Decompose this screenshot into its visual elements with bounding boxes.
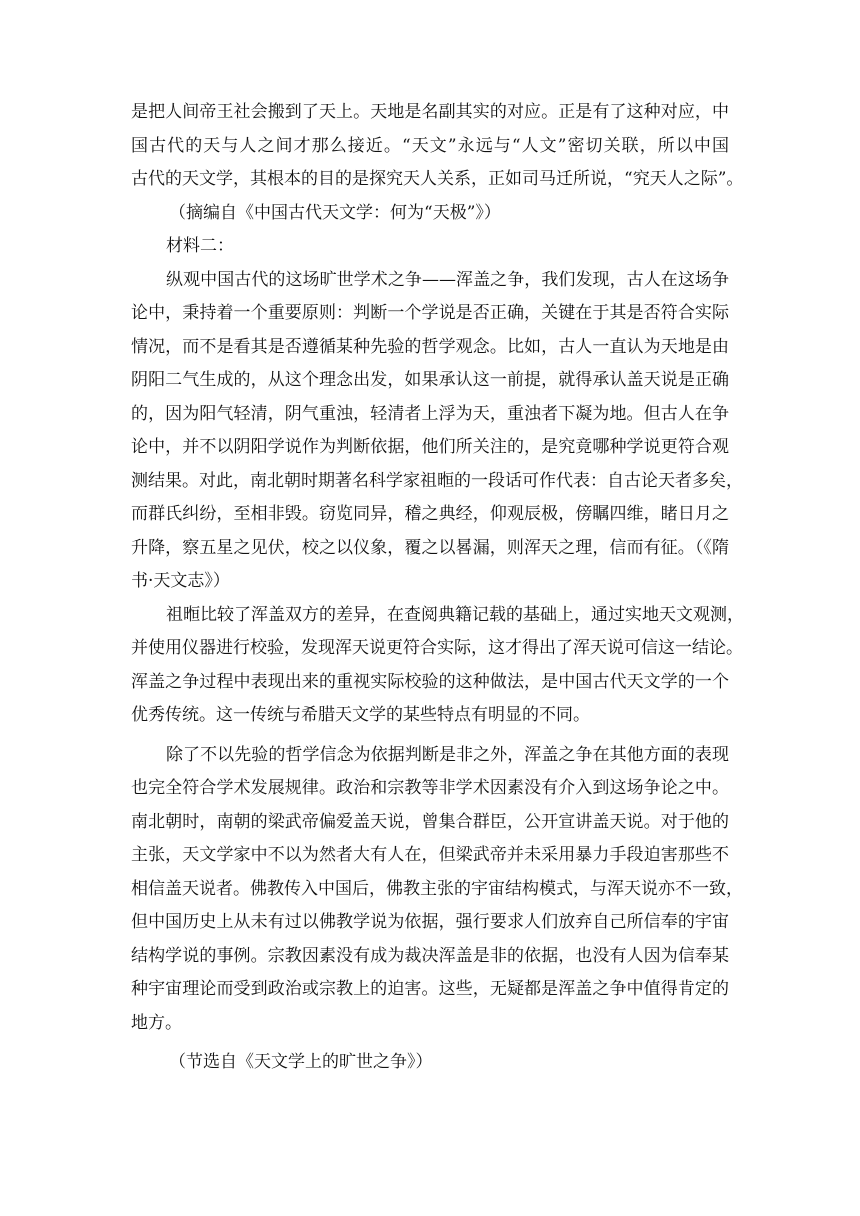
- source-note-2: [131, 1046, 729, 1080]
- paragraph-continuation: [131, 96, 744, 197]
- source-note-1: [131, 197, 729, 231]
- text-line: 国古代的天与人之间才那么接近。“天文”永远与“人文”密切关联，所以中国: [131, 135, 729, 156]
- text-line: 结构学说的事例。宗教因素没有成为裁决浑盖是非的依据，也没有人因为信奉某: [131, 945, 729, 966]
- text-line: 论中，并不以阴阳学说作为判断依据，他们所关注的，是究竟哪种学说更符合观: [131, 437, 729, 457]
- text-line: 种宇宙理论而受到政治或宗教上的迫害。这些，无疑都是浑盖之争中值得肯定的: [131, 979, 729, 999]
- text-line: 但中国历史上从未有过以佛教学说为依据，强行要求人们放弃自己所信奉的宇宙: [131, 912, 729, 932]
- material-two-heading: [131, 230, 729, 264]
- paragraph-4: [131, 739, 743, 1041]
- text-line: 除了不以先验的哲学信念为依据判断是非之外，浑盖之争在其他方面的表现: [166, 744, 729, 765]
- text-line: 也完全符合学术发展规律。政治和宗教等非学术因素没有介入到这场争论之中。: [131, 778, 729, 798]
- text-line: 地方。: [131, 1012, 182, 1033]
- text-line: 主张，天文学家中不以为然者大有人在，但梁武帝并未采用暴力手段迫害那些不: [131, 845, 729, 865]
- text-line: 论中，秉持着一个重要原则：判断一个学说是否正确，关键在于其是否符合实际: [131, 303, 729, 323]
- text-line: 书·天文志》）: [131, 571, 230, 591]
- document-page: [131, 96, 744, 1080]
- text-line: 测结果。对此，南北朝时期著名科学家祖暅的一段话可作代表：自古论天者多矣，: [131, 470, 743, 491]
- text-line: 的，因为阳气轻清，阴气重浊，轻清者上浮为天，重浊者下凝为地。但古人在争: [131, 403, 729, 424]
- text-line: 优秀传统。这一传统与希腊天文学的某些特点有明显的不同。: [131, 705, 590, 725]
- text-line: 情况，而不是看其是否遵循某种先验的哲学观念。比如，古人一直认为天地是由: [131, 336, 729, 357]
- text-line: 祖暅比较了浑盖双方的差异，在查阅典籍记载的基础上，通过实地天文观测，: [166, 604, 744, 625]
- text-line: 南北朝时，南朝的梁武帝偏爱盖天说，曾集合群臣，公开宣讲盖天说。对于他的: [131, 811, 729, 832]
- text-line: 升降，察五星之见伏，校之以仪象，覆之以晷漏，则浑天之理，信而有征。（《隋: [131, 537, 729, 558]
- text-line: 阴阳二气生成的，从这个理念出发，如果承认这一前提，就得承认盖天说是正确: [131, 370, 729, 390]
- text-line: 纵观中国古代的这场旷世学术之争——浑盖之争，我们发现，古人在这场争: [166, 269, 729, 290]
- text-line: 是把人间帝王社会搬到了天上。天地是名副其实的对应。正是有了这种对应，中: [131, 102, 729, 122]
- source-citation: （节选自《天文学上的旷世之争》）: [169, 1052, 433, 1072]
- text-line: 浑盖之争过程中表现出来的重视实际校验的这种做法，是中国古代天文学的一个: [131, 671, 729, 692]
- paragraph-2: [131, 264, 743, 599]
- text-line: 而群氏纠纷，至相非毁。窃览同异，稽之典经，仰观辰极，傍瞩四维，睹日月之: [131, 504, 729, 524]
- text-line: 古代的天文学，其根本的目的是探究天人关系，正如司马迁所说，“究天人之际”。: [131, 169, 744, 189]
- section-heading: 材料二：: [166, 236, 234, 256]
- paragraph-3: [131, 599, 744, 733]
- source-citation: （摘编自《中国古代天文学：何为“天极”》）: [169, 202, 501, 223]
- text-line: 相信盖天说者。佛教传入中国后，佛教主张的宇宙结构模式，与浑天说亦不一致，: [131, 878, 743, 899]
- text-line: 并使用仪器进行校验，发现浑天说更符合实际，这才得出了浑天说可信这一结论。: [131, 638, 743, 658]
